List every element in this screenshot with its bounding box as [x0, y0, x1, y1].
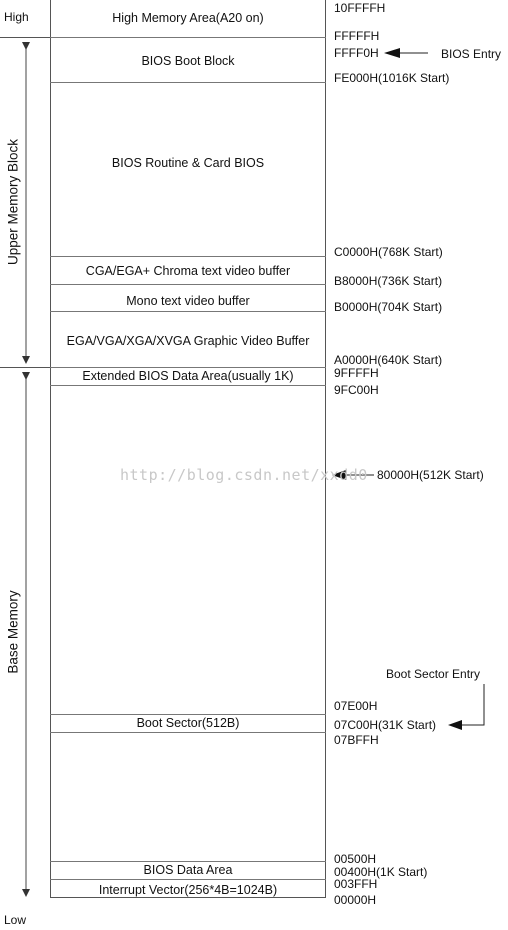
addr-fe000h: FE000H(1016K Start) [334, 71, 450, 85]
watermark: http://blog.csdn.net/xxdd0 [120, 466, 368, 484]
addr-10ffffh: 10FFFFH [334, 1, 386, 15]
region-hma: High Memory Area(A20 on) [112, 11, 264, 25]
region-boot-sector: Boot Sector(512B) [136, 716, 240, 730]
region-ega-vga-buffer: EGA/VGA/XGA/XVGA Graphic Video Buffer [66, 334, 310, 348]
addr-00400h: 00400H(1K Start) [334, 865, 428, 879]
region-interrupt-vector: Interrupt Vector(256*4B=1024B) [98, 883, 278, 897]
region-bios-boot-block: BIOS Boot Block [141, 54, 235, 68]
bios-entry-arrowhead [384, 48, 400, 58]
boot-entry-arrow-line [462, 684, 484, 725]
addr-c0000h: C0000H(768K Start) [334, 245, 443, 259]
addr-07c00h: 07C00H(31K Start) [334, 718, 437, 732]
addr-b0000h: B0000H(704K Start) [334, 300, 443, 314]
addr-9ffffh: 9FFFFH [334, 366, 379, 380]
addr-a0000h: A0000H(640K Start) [334, 353, 443, 367]
low-label: Low [4, 913, 27, 927]
high-label: High [4, 10, 29, 24]
addr-b8000h: B8000H(736K Start) [334, 274, 443, 288]
region-ebda: Extended BIOS Data Area(usually 1K) [82, 369, 294, 383]
region-bios-data-area: BIOS Data Area [143, 863, 233, 877]
addr-07bffh: 07BFFH [334, 733, 379, 747]
base-memory-label: Base Memory [6, 586, 21, 677]
boot-sector-entry-note: Boot Sector Entry [386, 667, 481, 681]
bios-entry-note: BIOS Entry [441, 47, 502, 61]
boot-entry-arrowhead [448, 720, 462, 730]
addr-80000h: 80000H(512K Start) [377, 468, 484, 482]
addr-00000h: 00000H [334, 893, 377, 907]
addr-003ffh: 003FFH [334, 877, 378, 891]
addr-9fc00h: 9FC00H [334, 383, 379, 397]
addr-07e00h: 07E00H [334, 699, 378, 713]
region-mono-buffer: Mono text video buffer [126, 294, 250, 308]
region-bios-routine: BIOS Routine & Card BIOS [111, 156, 265, 170]
region-cga-ega-buffer: CGA/EGA+ Chroma text video buffer [85, 264, 291, 278]
addr-ffff0h: FFFF0H [334, 46, 379, 60]
upper-memory-block-label: Upper Memory Block [6, 135, 21, 269]
addr-fffffh: FFFFFH [334, 29, 380, 43]
addr-00500h: 00500H [334, 852, 377, 866]
